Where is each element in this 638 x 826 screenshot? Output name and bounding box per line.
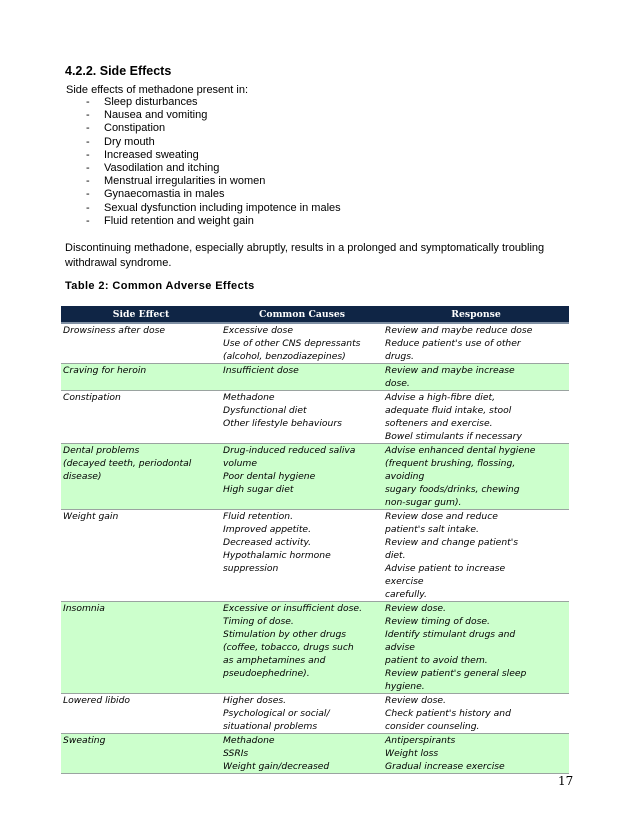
cell-line: Advise enhanced dental hygiene (385, 445, 536, 456)
side-effect-cell (61, 391, 221, 444)
list-item-text: Sleep disturbances (104, 96, 198, 108)
cell-line: volume (223, 458, 258, 469)
page-number: 17 (558, 774, 574, 788)
cell-line: drugs. (385, 351, 414, 362)
cell-line: Higher doses. (223, 695, 287, 706)
cell-line: (decayed teeth, periodontal (63, 458, 192, 469)
cell-line: Constipation (63, 392, 121, 403)
side-effect-cell (61, 694, 221, 734)
list-item (86, 96, 341, 109)
cell-line: (alcohol, benzodiazepines) (223, 351, 346, 362)
cell-line: Review and maybe reduce dose (385, 325, 533, 336)
cell-line: hygiene. (385, 681, 425, 692)
cell-line: Methadone (223, 392, 275, 403)
cell-line: Hypothalamic hormone (223, 550, 331, 561)
response-cell (383, 391, 569, 444)
header-side-effect: Side Effect (61, 306, 221, 323)
causes-cell (221, 444, 383, 510)
cell-line: Fluid retention. (223, 511, 293, 522)
cell-line: Excessive dose (223, 325, 293, 336)
table-row (61, 510, 569, 602)
cell-line: SSRIs (223, 748, 249, 759)
response-cell (383, 694, 569, 734)
cell-line: Identify stimulant drugs and (385, 629, 516, 640)
list-item (86, 175, 341, 188)
response-cell (383, 510, 569, 602)
bullet-dash: - (86, 188, 90, 201)
cell-line: Gradual increase exercise (385, 761, 505, 772)
cell-line: Stimulation by other drugs (223, 629, 347, 640)
causes-cell (221, 323, 383, 364)
cell-line: Dysfunctional diet (223, 405, 307, 416)
bullet-dash: - (86, 175, 90, 188)
list-item (86, 215, 341, 228)
cell-line: Review patient's general sleep (385, 668, 527, 679)
cell-line: Dental problems (63, 445, 140, 456)
side-effect-cell (61, 602, 221, 694)
cell-line: Reduce patient's use of other (385, 338, 521, 349)
cell-line: Drowsiness after dose (63, 325, 166, 336)
cell-line: Review timing of dose. (385, 616, 490, 627)
cell-line: (coffee, tobacco, drugs such (223, 642, 354, 653)
list-item-text: Sexual dysfunction including impotence in males (104, 201, 341, 214)
cell-line: Other lifestyle behaviours (223, 418, 342, 429)
side-effects-list (86, 96, 341, 228)
bullet-dash: - (86, 109, 90, 122)
side-effect-cell (61, 364, 221, 391)
list-item-text: Vasodilation and itching (104, 162, 220, 175)
table-row (61, 444, 569, 510)
list-item (86, 202, 341, 215)
side-effect-cell (61, 734, 221, 774)
cell-line: Lowered libido (63, 695, 131, 706)
list-item-text: Fluid retention and weight gain (104, 214, 254, 227)
cell-line: pseudoephedrine). (223, 668, 310, 679)
causes-cell (221, 602, 383, 694)
cell-line: Review dose. (385, 695, 446, 706)
bullet-dash: - (86, 148, 90, 161)
cell-line: Drug-induced reduced saliva (223, 445, 356, 456)
cell-line: situational problems (223, 721, 318, 732)
cell-line: Excessive or insufficient dose. (223, 603, 362, 614)
cell-line: adequate fluid intake, stool (385, 405, 512, 416)
bullet-dash: - (86, 135, 90, 148)
cell-line: Insufficient dose (223, 365, 299, 376)
cell-line: Poor dental hygiene (223, 471, 316, 482)
cell-line: avoiding (385, 471, 425, 482)
list-item-text: Nausea and vomiting (104, 109, 208, 122)
cell-line: Review and maybe increase (385, 365, 515, 376)
side-effect-cell (61, 444, 221, 510)
cell-line: High sugar diet (223, 484, 294, 495)
bullet-dash: - (86, 214, 90, 227)
cell-line: (frequent brushing, flossing, (385, 458, 516, 469)
cell-line: Weight loss (385, 748, 439, 759)
list-item (86, 188, 341, 201)
cell-line: Timing of dose. (223, 616, 294, 627)
response-cell (383, 364, 569, 391)
cell-line: Weight gain (63, 511, 119, 522)
table-row (61, 364, 569, 391)
cell-line: Weight gain/decreased (223, 761, 330, 772)
causes-cell (221, 510, 383, 602)
list-item-text: Dry mouth (104, 135, 155, 148)
response-cell (383, 444, 569, 510)
bullet-dash: - (86, 201, 90, 214)
cell-line: advise (385, 642, 415, 653)
cell-line: Sweating (63, 735, 106, 746)
response-cell (383, 602, 569, 694)
cell-line: patient to avoid them. (385, 655, 488, 666)
table-header-row (61, 306, 569, 323)
cell-line: diet. (385, 550, 406, 561)
cell-line: Advise patient to increase (385, 563, 506, 574)
list-item (86, 136, 341, 149)
response-cell (383, 323, 569, 364)
cell-line: Review dose. (385, 603, 446, 614)
cell-line: Use of other CNS depressants (223, 338, 361, 349)
table-row (61, 734, 569, 774)
cell-line: disease) (63, 471, 102, 482)
cell-line: Insomnia (63, 603, 105, 614)
cell-line: carefully. (385, 589, 427, 600)
cell-line: Craving for heroin (63, 365, 147, 376)
side-effect-cell (61, 323, 221, 364)
table-row (61, 694, 569, 734)
cell-line: Decreased activity. (223, 537, 312, 548)
intro-text: Side effects of methadone present in: (66, 84, 249, 96)
cell-line: sugary foods/drinks, chewing (385, 484, 520, 495)
bullet-dash: - (86, 122, 90, 135)
table-row (61, 602, 569, 694)
withdrawal-paragraph: Discontinuing methadone, especially abruptly, results in a prolonged and symptomatically troubling withdrawal syndrome. (65, 242, 545, 269)
cell-line: Methadone (223, 735, 275, 746)
cell-line: Psychological or social/ (223, 708, 330, 719)
cell-line: Review dose and reduce (385, 511, 498, 522)
table-title: Table 2: Common Adverse Effects (65, 280, 255, 292)
list-item (86, 122, 341, 135)
section-heading: 4.2.2. Side Effects (65, 64, 172, 78)
cell-line: Check patient's history and (385, 708, 511, 719)
cell-line: dose. (385, 378, 410, 389)
cell-line: as amphetamines and (223, 655, 326, 666)
table-row (61, 391, 569, 444)
list-item-text: Increased sweating (104, 148, 199, 161)
bullet-dash: - (86, 162, 90, 175)
causes-cell (221, 734, 383, 774)
list-item-text: Constipation (104, 122, 166, 135)
cell-line: exercise (385, 576, 424, 587)
list-item (86, 109, 341, 122)
cell-line: Advise a high-fibre diet, (385, 392, 496, 403)
header-common-causes: Common Causes (221, 306, 383, 323)
table-body (61, 323, 569, 774)
side-effect-cell (61, 510, 221, 602)
list-item (86, 162, 341, 175)
bullet-dash: - (86, 96, 90, 108)
list-item-text: Gynaecomastia in males (104, 188, 225, 201)
cell-line: patient's salt intake. (385, 524, 479, 535)
cell-line: Bowel stimulants if necessary (385, 431, 522, 442)
header-response: Response (383, 306, 569, 323)
causes-cell (221, 391, 383, 444)
cell-line: Review and change patient's (385, 537, 519, 548)
cell-line: suppression (223, 563, 279, 574)
table-row (61, 323, 569, 364)
cell-line: Antiperspirants (385, 735, 456, 746)
cell-line: non-sugar gum). (385, 497, 462, 508)
adverse-effects-table (61, 306, 569, 774)
cell-line: consider counseling. (385, 721, 480, 732)
causes-cell (221, 364, 383, 391)
cell-line: Improved appetite. (223, 524, 312, 535)
response-cell (383, 734, 569, 774)
list-item-text: Menstrual irregularities in women (104, 175, 266, 188)
causes-cell (221, 694, 383, 734)
cell-line: softeners and exercise. (385, 418, 493, 429)
list-item (86, 149, 341, 162)
